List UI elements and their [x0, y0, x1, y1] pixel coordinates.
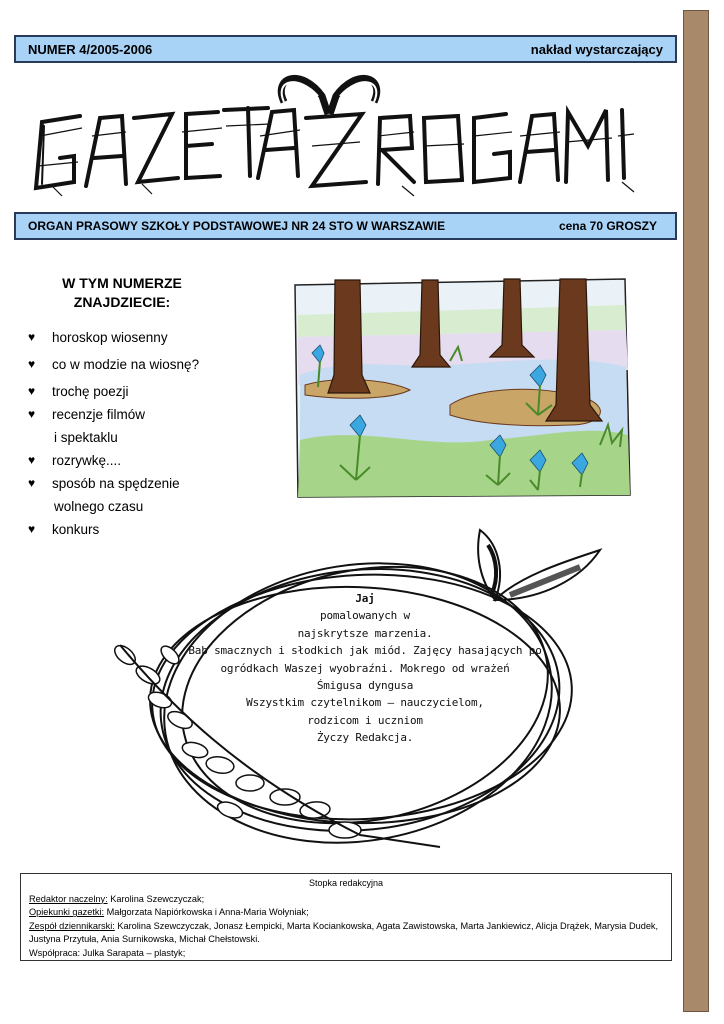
editorial-footer	[20, 873, 672, 961]
footer-title: Stopka redakcyjna	[308, 878, 384, 888]
editor-name: Karolina Szewczyczak;	[107, 893, 205, 904]
masthead-logo	[22, 66, 662, 206]
side-decor-bar	[683, 10, 709, 1012]
list-item-text-cont: i spektaklu	[54, 430, 118, 445]
team-label: Zespół dziennikarski:	[29, 920, 115, 931]
easter-wishes	[180, 590, 550, 747]
heart-bullet-icon: ♥	[28, 407, 36, 421]
team-names: Karolina Szewczyczak, Jonasz Łempicki, Marta Kociankowska, Agata Zawistowska, Marta Jankiewicz, Alicja Drążek, Marysia Dudek, Justyna Przytuła, Ania Surnikowska, Michał Chełstowski.	[29, 920, 659, 945]
wish-line: Bab smacznych i słodkich jak miód. Zajęcy hasających po	[188, 644, 542, 658]
list-item-text: sposób na spędzenie	[52, 476, 180, 491]
organ-text: ORGAN PRASOWY SZKOŁY PODSTAWOWEJ NR 24 STO W WARSZAWIE	[28, 219, 446, 233]
list-item-text: konkurs	[52, 522, 100, 537]
list-item-text: horoskop wiosenny	[52, 330, 168, 345]
list-item	[28, 353, 278, 376]
contents-title-line1: W TYM NUMERZE	[62, 275, 182, 291]
contents-title	[42, 274, 202, 312]
price-text: cena 70 GROSZY	[558, 219, 657, 233]
editor-line	[29, 893, 663, 907]
editor-label: Redaktor naczelny:	[29, 893, 108, 904]
wish-line: Jaj	[355, 592, 375, 605]
heart-bullet-icon: ♥	[28, 522, 36, 536]
list-item	[28, 380, 278, 403]
heart-bullet-icon: ♥	[28, 476, 36, 490]
guardians-line	[29, 906, 663, 920]
wish-line: Wszystkim czytelnikom – nauczycielom,	[246, 696, 484, 710]
list-item-text-cont: wolnego czasu	[54, 499, 144, 514]
wish-line: najskrytsze marzenia.	[297, 626, 433, 640]
wish-line: rodzicom i uczniom	[307, 713, 423, 727]
issue-number: NUMER 4/2005-2006	[28, 41, 153, 57]
team-line	[29, 920, 663, 947]
organ-banner	[14, 212, 677, 240]
circulation-note: nakład wystarczający	[530, 41, 663, 57]
heart-bullet-icon: ♥	[28, 357, 36, 371]
guardians-names: Małgorzata Napiórkowska i Anna-Maria Wołyniak;	[104, 907, 309, 918]
table-of-contents	[28, 274, 278, 541]
list-item	[28, 472, 278, 518]
spring-forest-illustration	[290, 275, 635, 500]
wish-line: pomalowanych w	[320, 609, 410, 623]
contents-title-line2: ZNAJDZIECIE:	[73, 294, 171, 310]
heart-bullet-icon: ♥	[28, 330, 36, 344]
list-item-text: trochę poezji	[52, 384, 129, 399]
list-item-text: rozrywkę....	[52, 453, 122, 468]
cooperation-line: Współpraca: Julka Sarapata – plastyk;	[29, 947, 186, 958]
list-item	[28, 403, 278, 449]
issue-banner	[14, 35, 677, 63]
guardians-label: Opiekunki gazetki:	[29, 907, 105, 918]
wish-line: Śmigusa dyngusa	[316, 679, 414, 693]
list-item	[28, 449, 278, 472]
heart-bullet-icon: ♥	[28, 384, 36, 398]
list-item	[28, 326, 278, 349]
heart-bullet-icon: ♥	[28, 453, 36, 467]
list-item-text: recenzje filmów	[52, 407, 146, 422]
contents-list	[28, 326, 278, 541]
list-item-text: co w modzie na wiosnę?	[52, 357, 200, 372]
wish-line: Życzy Redakcja.	[316, 731, 414, 745]
wish-line: ogródkach Waszej wyobraźni. Mokrego od wrażeń	[220, 661, 510, 675]
